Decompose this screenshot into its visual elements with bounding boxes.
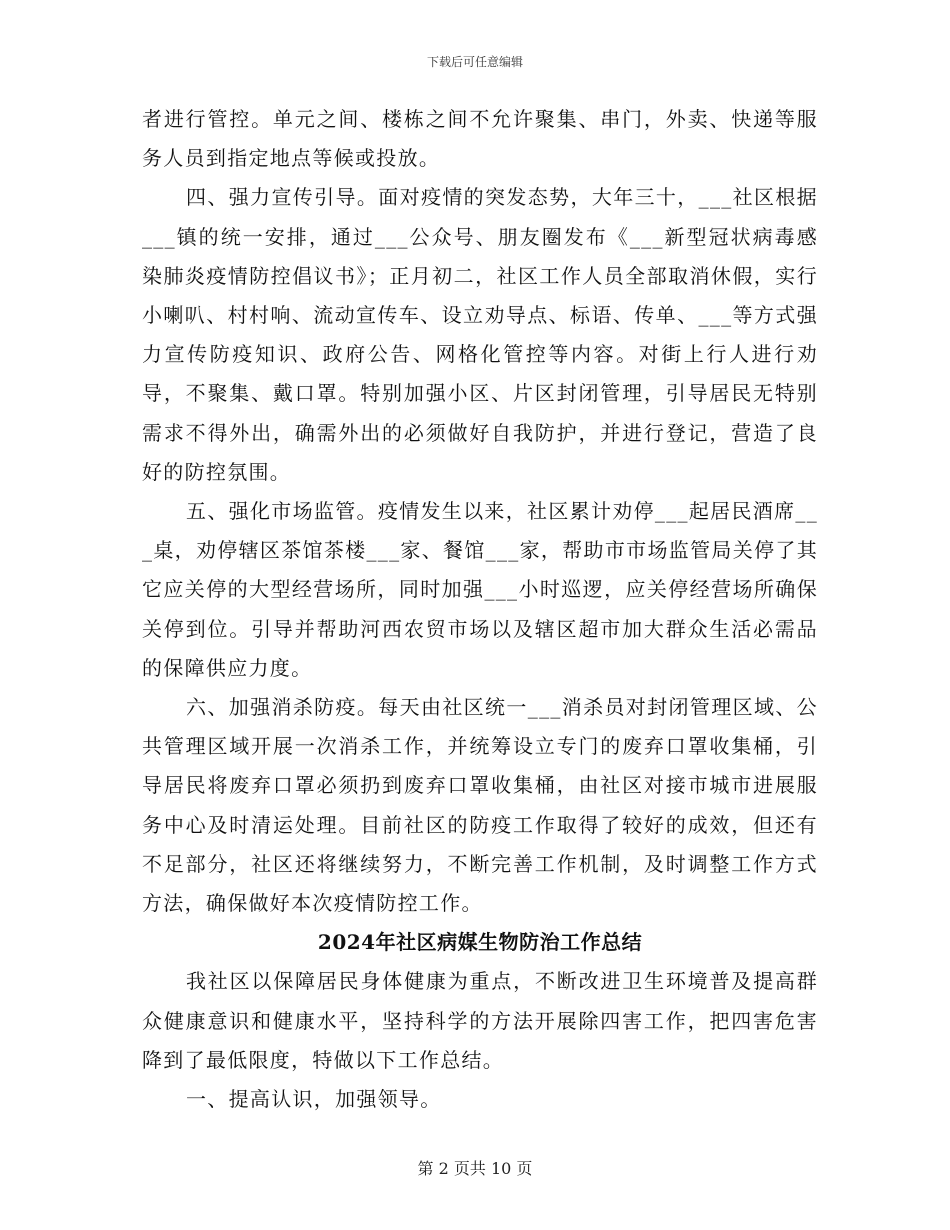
paragraph-section-six: 六、加强消杀防疫。每天由社区统一___消杀员对封闭管理区域、公共管理区域开展一次消杀工作，并统筹设立专门的废弃口罩收集桶，引导居民将废弃口罩必须扔到废弃口罩收集桶，由社区对接市城市进展服务中心及时清运处理。目前社区的防疫工作取得了较好的成效，但还有不足部分，社区还将继续努力，不断完善工作机制，及时调整工作方式方法，确保做好本次疫情防控工作。 (142, 695, 818, 916)
paragraph-section-four: 四、强力宣传引导。面对疫情的突发态势，大年三十，___社区根据___镇的统一安排，通过___公众号、朋友圈发布《___新型冠状病毒感染肺炎疫情防控倡议书》；正月初二，社区工作人员全部取消休假，实行小喇叭、村村响、流动宣传车、设立劝导点、标语、传单、___等方式强力宣传防疫知识、政府公告、网格化管控等内容。对街上行人进行劝导，不聚集、戴口罩。特别加强小区、片区封闭管理，引导居民无特别需求不得外出，确需外出的必须做好自我防护，并进行登记，营造了良好的防控氛围。 (142, 185, 818, 484)
paragraph-heading-one: 一、提高认识，加强领导。 (186, 1087, 442, 1112)
paragraph-intro: 我社区以保障居民身体健康为重点，不断改进卫生环境普及提高群众健康意识和健康水平，坚持科学的方法开展除四害工作，把四害危害降到了最低限度，特做以下工作总结。 (142, 969, 818, 1072)
paragraph-continuation: 者进行管控。单元之间、楼栋之间不允许聚集、串门，外卖、快递等服务人员到指定地点等候或投放。 (142, 107, 818, 171)
page-header-note: 下载后可任意编辑 (426, 55, 523, 69)
paragraph-section-five: 五、强化市场监管。疫情发生以来，社区累计劝停___起居民酒席___桌，劝停辖区茶馆茶楼___家、餐馆___家，帮助市市场监管局关停了其它应关停的大型经营场所，同时加强___小时巡逻，应关停经营场所确保关停到位。引导并帮助河西农贸市场以及辖区超市加大群众生活必需品的保障供应力度。 (142, 499, 818, 680)
section-title: 2024年社区病媒生物防治工作总结 (317, 930, 643, 955)
page-number: 第 2 页共 10 页 (417, 1159, 533, 1178)
document-body (142, 100, 818, 1119)
